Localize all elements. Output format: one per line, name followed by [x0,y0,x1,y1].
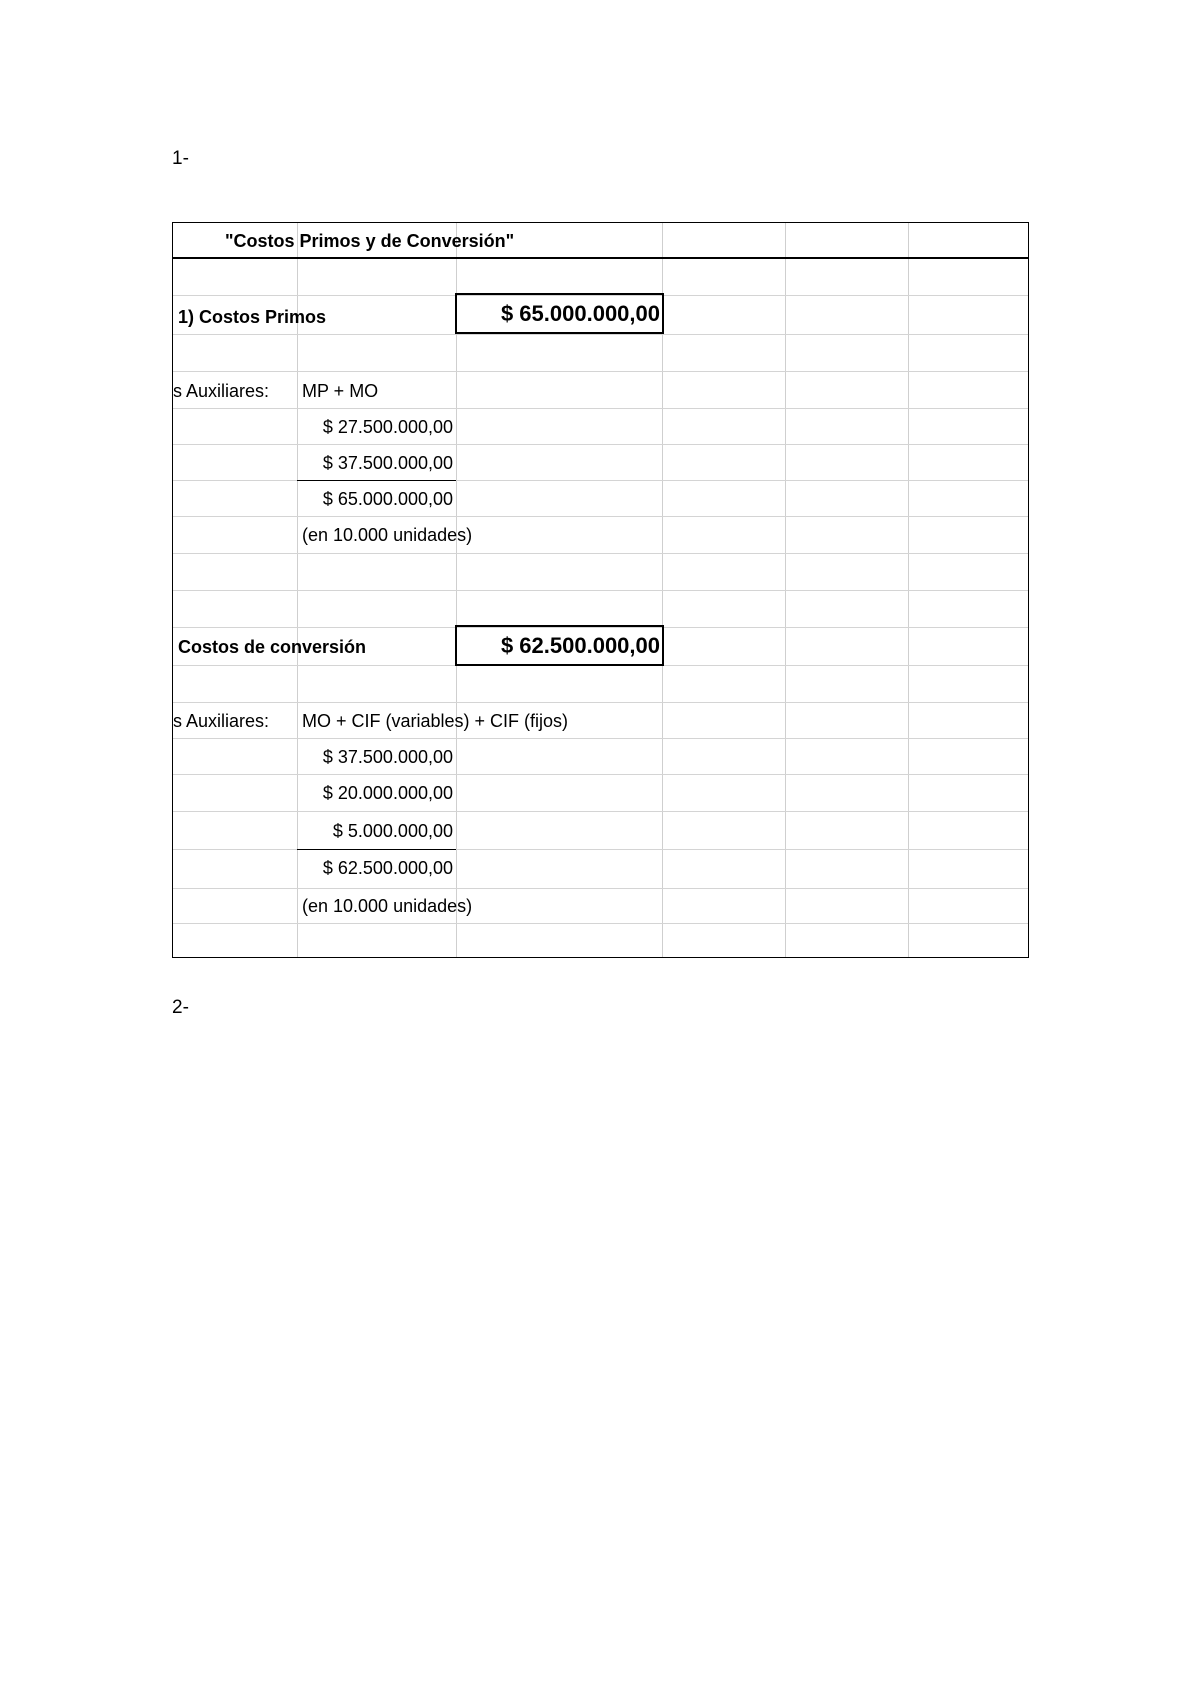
row-divider [173,334,1028,335]
sheet-title: "Costos Primos y de Conversión" [225,231,515,251]
formula-conversion: MO + CIF (variables) + CIF (fijos) [302,711,569,731]
row-divider [173,408,1028,409]
conversion-sum: $ 62.500.000,00 [322,858,453,878]
conversion-note: (en 10.000 unidades) [302,896,473,916]
row-divider [173,774,1028,775]
costos-conversion-label: Costos de conversión [178,637,367,657]
aux-label-conversion: s Auxiliares: [173,711,270,731]
row-divider [173,516,1028,517]
section-2-label: 2- [172,997,189,1018]
row-divider [173,444,1028,445]
aux-label-primos: s Auxiliares: [173,381,270,401]
costos-conversion-total: $ 62.500.000,00 [455,625,664,666]
conversion-item-cif-fijos: $ 5.000.000,00 [332,821,453,841]
row-divider [173,553,1028,554]
primos-sum: $ 65.000.000,00 [322,489,453,509]
sum-underline [297,849,456,850]
row-divider [173,738,1028,739]
section-1-label: 1- [172,148,189,169]
formula-primos: MP + MO [302,381,379,401]
row-divider [173,702,1028,703]
spreadsheet-table [172,222,1029,958]
conversion-item-mo: $ 37.500.000,00 [322,747,453,767]
primos-item-mo: $ 37.500.000,00 [322,453,453,473]
costos-primos-total: $ 65.000.000,00 [455,293,664,334]
sum-underline [297,480,456,481]
row-divider [173,590,1028,591]
primos-note: (en 10.000 unidades) [302,525,473,545]
header-divider [173,257,1028,259]
conversion-item-cif-variables: $ 20.000.000,00 [322,783,453,803]
primos-item-mp: $ 27.500.000,00 [322,417,453,437]
row-divider [173,923,1028,924]
row-divider [173,811,1028,812]
costos-primos-label: 1) Costos Primos [178,307,327,327]
row-divider [173,888,1028,889]
row-divider [173,371,1028,372]
